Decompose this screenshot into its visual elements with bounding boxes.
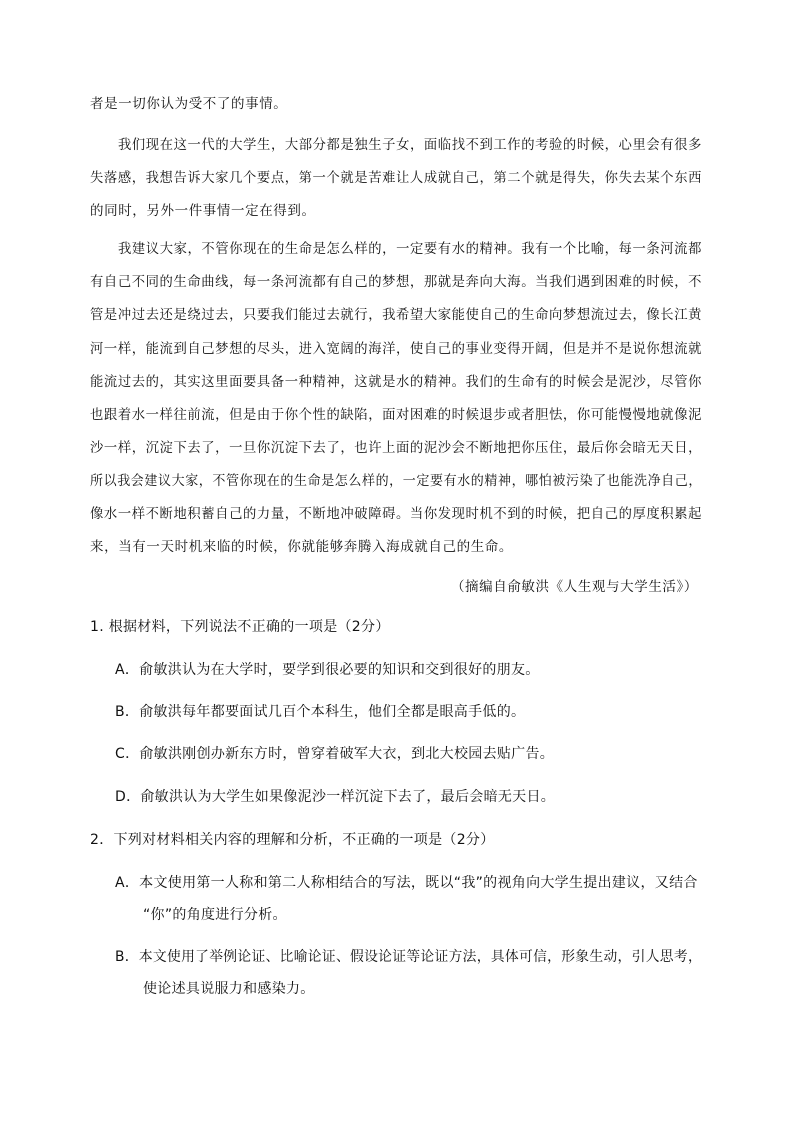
passage-line: 像水一样不断地积蓄自己的力量，不断地冲破障碍。当你发现时机不到的时候，把自己的厚度积累起 <box>90 506 703 522</box>
passage-line: 河一样，能流到自己梦想的尽头，进入宽阔的海洋，使自己的事业变得开阔，但是并不是说你想流就 <box>90 341 703 357</box>
question-1-option-b: B．俞敏洪每年都要面试几百个本科生，他们全都是眼高手低的。 <box>115 704 526 720</box>
passage-line: 管是冲过去还是绕过去，只要我们能过去就行，我希望大家能使自己的生命向梦想流过去，像长江黄 <box>90 307 703 323</box>
question-1-option-d: D．俞敏洪认为大学生如果像泥沙一样沉淀下去了，最后会暗无天日。 <box>115 789 556 805</box>
question-2-option-a-line1: A．本文使用第一人称和第二人称相结合的写法，既以“我”的视角向大学生提出建议，又结合 <box>115 875 698 891</box>
question-1-option-a: A．俞敏洪认为在大学时，要学到很必要的知识和交到很好的朋友。 <box>115 662 540 678</box>
passage-line: 的同时，另外一件事情一定在得到。 <box>90 203 316 219</box>
question-1-stem: 1. 根据材料，下列说法不正确的一项是（2分） <box>90 619 390 635</box>
passage-line: 沙一样，沉淀下去了，一旦你沉淀下去了，也许上面的泥沙会不断地把你压住，最后你会暗无天日， <box>90 440 703 456</box>
question-1-option-c: C．俞敏洪刚创办新东方时，曾穿着破军大衣，到北大校园去贴广告。 <box>115 746 555 762</box>
question-2-option-b-line1: B．本文使用了举例论证、比喻论证、假设论证等论证方法，具体可信，形象生动，引人思考， <box>115 949 703 965</box>
passage-line: 来，当有一天时机来临的时候，你就能够奔腾入海成就自己的生命。 <box>90 539 513 555</box>
passage-line: 所以我会建议大家，不管你现在的生命是怎么样的，一定要有水的精神，哪怕被污染了也能洗净自己， <box>90 473 702 489</box>
passage-line: 我建议大家，不管你现在的生命是怎么样的，一定要有水的精神。我有一个比喻，每一条河流都 <box>118 241 702 257</box>
passage-line: 者是一切你认为受不了的事情。 <box>90 96 288 112</box>
passage-line: 有自己不同的生命曲线，每一条河流都有自己的梦想，那就是奔向大海。当我们遇到困难的时候，不 <box>90 274 703 290</box>
passage-line: 我们现在这一代的大学生，大部分都是独生子女，面临找不到工作的考验的时候，心里会有很多 <box>118 137 702 153</box>
question-2-option-a-line2: “你”的角度进行分析。 <box>143 907 287 923</box>
question-2-stem: 2．下列对材料相关内容的理解和分析，不正确的一项是（2分） <box>90 832 495 848</box>
passage-source: （摘编自俞敏洪《人生观与大学生活》） <box>450 579 698 595</box>
question-2-option-b-line2: 使论述具说服力和感染力。 <box>143 981 315 997</box>
passage-line: 也跟着水一样往前流，但是由于你个性的缺陷，面对困难的时候退步或者胆怯，你可能慢慢地就像泥 <box>90 407 703 423</box>
passage-line: 失落感，我想告诉大家几个要点，第一个就是苦难让人成就自己，第二个就是得失，你失去某个东西 <box>90 170 703 186</box>
passage-line: 能流过去的，其实这里面要具备一种精神，这就是水的精神。我们的生命有的时候会是泥沙，尽管你 <box>90 374 703 390</box>
